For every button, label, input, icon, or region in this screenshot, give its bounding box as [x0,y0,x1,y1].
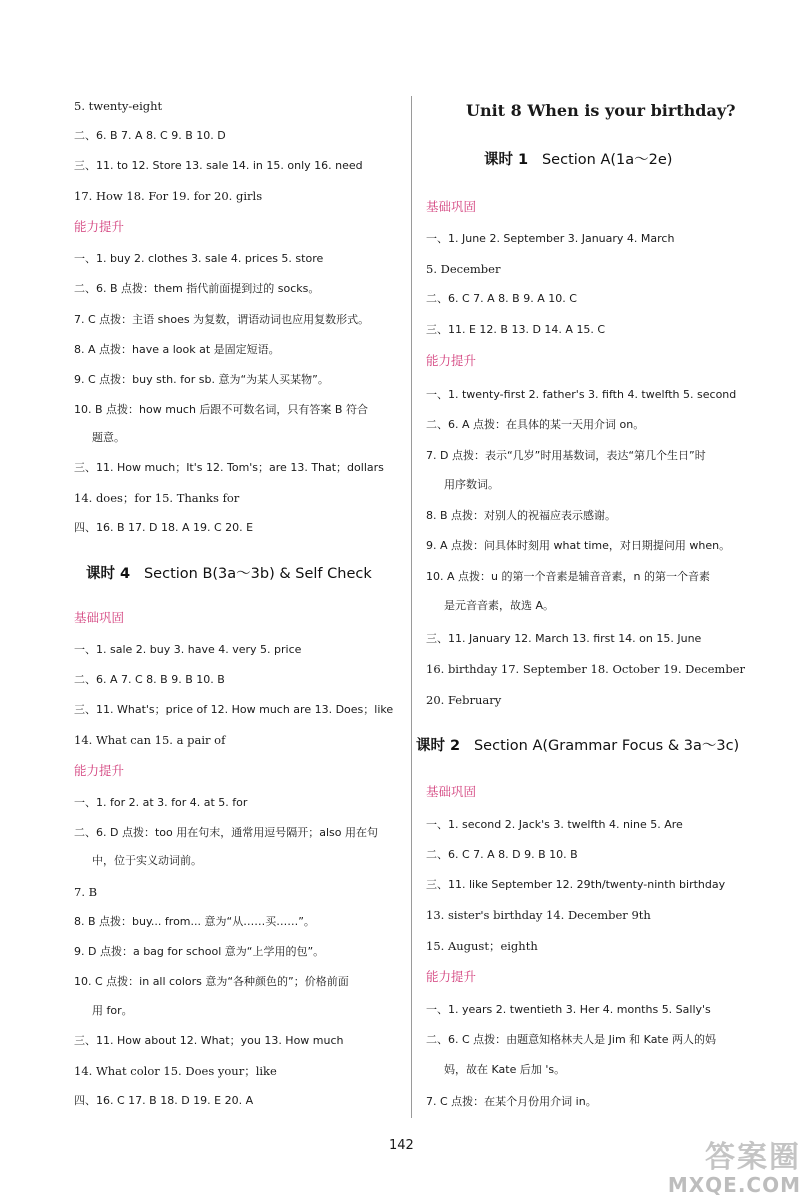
answer-line: 5. December [426,262,501,276]
answer-line: 8. A 点拨：have a look at 是固定短语。 [74,343,280,356]
answer-line: 题意。 [92,431,125,444]
section-label-ability: 能力提升 [426,353,477,368]
section-label-ability: 能力提升 [74,219,125,234]
section-label-basic: 基础巩固 [74,610,125,625]
watermark-logo [668,1142,801,1196]
watermark-url: MXQE.COM [667,1173,801,1197]
section-label-ability: 能力提升 [74,763,125,778]
answer-line: 用序数词。 [444,478,499,491]
answer-line: 10. A 点拨：u 的第一个音素是辅音音素，n 的第一个音素 [426,570,710,583]
answer-line: 二、6. D 点拨：too 用在句末，通常用逗号隔开；also 用在句 [74,826,378,839]
answer-line: 9. A 点拨：问具体时刻用 what time，对日期提问用 when。 [426,539,731,552]
answer-line: 四、16. B 17. D 18. A 19. C 20. E [74,521,254,534]
answer-line: 7. C 点拨：在某个月份用介词 in。 [426,1095,597,1108]
answer-line: 三、11. What's；price of 12. How much are 13. Does；like [74,703,394,716]
answer-line: 一、1. for 2. at 3. for 4. at 5. for [74,796,248,809]
watermark-text: 答案圈 [705,1140,801,1175]
answer-line: 14. What color 15. Does your；like [74,1064,277,1078]
answer-line: 9. D 点拨：a bag for school 意为“上学用的包”。 [74,945,325,958]
answer-line: 是元音音素，故选 A。 [444,599,555,612]
lesson-title: Section A(1a～2e) [541,152,673,168]
page-number: 142 [389,1138,414,1153]
answer-line: 一、1. June 2. September 3. January 4. March [426,232,675,245]
lesson-heading [416,736,739,756]
answer-line: 16. birthday 17. September 18. October 19. December [426,662,745,676]
section-label-ability: 能力提升 [426,969,477,984]
answer-line: 8. B 点拨：buy... from... 意为“从……买……”。 [74,915,315,928]
lesson-number: 课时 1 [484,152,529,168]
answer-line: 9. C 点拨：buy sth. for sb. 意为“为某人买某物”。 [74,373,329,386]
answer-line: 7. D 点拨：表示“几岁”时用基数词，表达“第几个生日”时 [426,449,706,462]
answer-line: 7. B [74,885,98,899]
answer-line: 二、6. C 点拨：由题意知格林夫人是 Jim 和 Kate 两人的妈 [426,1033,717,1046]
answer-line: 13. sister's birthday 14. December 9th [426,908,651,922]
answer-line: 一、1. buy 2. clothes 3. sale 4. prices 5. store [74,252,324,265]
answer-line: 14. What can 15. a pair of [74,733,226,747]
answer-line: 三、11. How about 12. What；you 13. How much [74,1034,344,1047]
answer-line: 15. August；eighth [426,939,538,953]
answer-line: 一、1. years 2. twentieth 3. Her 4. months 5. Sally's [426,1003,711,1016]
answer-line: 5. twenty-eight [74,99,163,113]
answer-line: 二、6. C 7. A 8. B 9. A 10. C [426,292,577,305]
answer-line: 20. February [426,693,502,707]
lesson-number: 课时 4 [86,566,131,582]
answer-line: 用 for。 [92,1004,133,1017]
answer-line: 三、11. to 12. Store 13. sale 14. in 15. only 16. need [74,159,363,172]
answer-line: 四、16. C 17. B 18. D 19. E 20. A [74,1094,254,1107]
answer-line: 三、11. January 12. March 13. first 14. on 15. June [426,632,702,645]
answer-line: 二、6. B 点拨：them 指代前面提到过的 socks。 [74,282,320,295]
answer-line: 二、6. B 7. A 8. C 9. B 10. D [74,129,226,142]
lesson-number: 课时 2 [416,738,461,754]
answer-line: 7. C 点拨：主语 shoes 为复数，谓语动词也应用复数形式。 [74,313,370,326]
unit-title: Unit 8 When is your birthday? [466,101,736,120]
answer-line: 中，位于实义动词前。 [92,854,202,867]
answer-line: 10. B 点拨：how much 后跟不可数名词，只有答案 B 符合 [74,403,368,416]
answer-line: 二、6. A 点拨：在具体的某一天用介词 on。 [426,418,645,431]
answer-line: 一、1. sale 2. buy 3. have 4. very 5. price [74,643,302,656]
answer-line: 10. C 点拨：in all colors 意为“各种颜色的”；价格前面 [74,975,349,988]
answer-line: 妈，故在 Kate 后加 's。 [444,1063,566,1076]
lesson-title: Section A(Grammar Focus & 3a～3c) [473,738,740,754]
answer-line: 一、1. second 2. Jack's 3. twelfth 4. nine 5. Are [426,818,683,831]
answer-line: 17. How 18. For 19. for 20. girls [74,189,263,203]
answer-line: 三、11. like September 12. 29th/twenty-ninth birthday [426,878,726,891]
lesson-heading [86,564,372,584]
section-label-basic: 基础巩固 [426,199,477,214]
column-divider [411,96,412,1118]
lesson-title: Section B(3a～3b) & Self Check [143,566,372,582]
section-label-basic: 基础巩固 [426,784,477,799]
answer-line: 三、11. How much；It's 12. Tom's；are 13. That；dollars [74,461,384,474]
answer-line: 二、6. C 7. A 8. D 9. B 10. B [426,848,578,861]
answer-line: 二、6. A 7. C 8. B 9. B 10. B [74,673,225,686]
lesson-heading [484,150,672,170]
answer-line: 三、11. E 12. B 13. D 14. A 15. C [426,323,606,336]
answer-line: 8. B 点拨：对别人的祝福应表示感谢。 [426,509,617,522]
answer-line: 14. does；for 15. Thanks for [74,491,240,505]
answer-line: 一、1. twenty-first 2. father's 3. fifth 4. twelfth 5. second [426,388,737,401]
